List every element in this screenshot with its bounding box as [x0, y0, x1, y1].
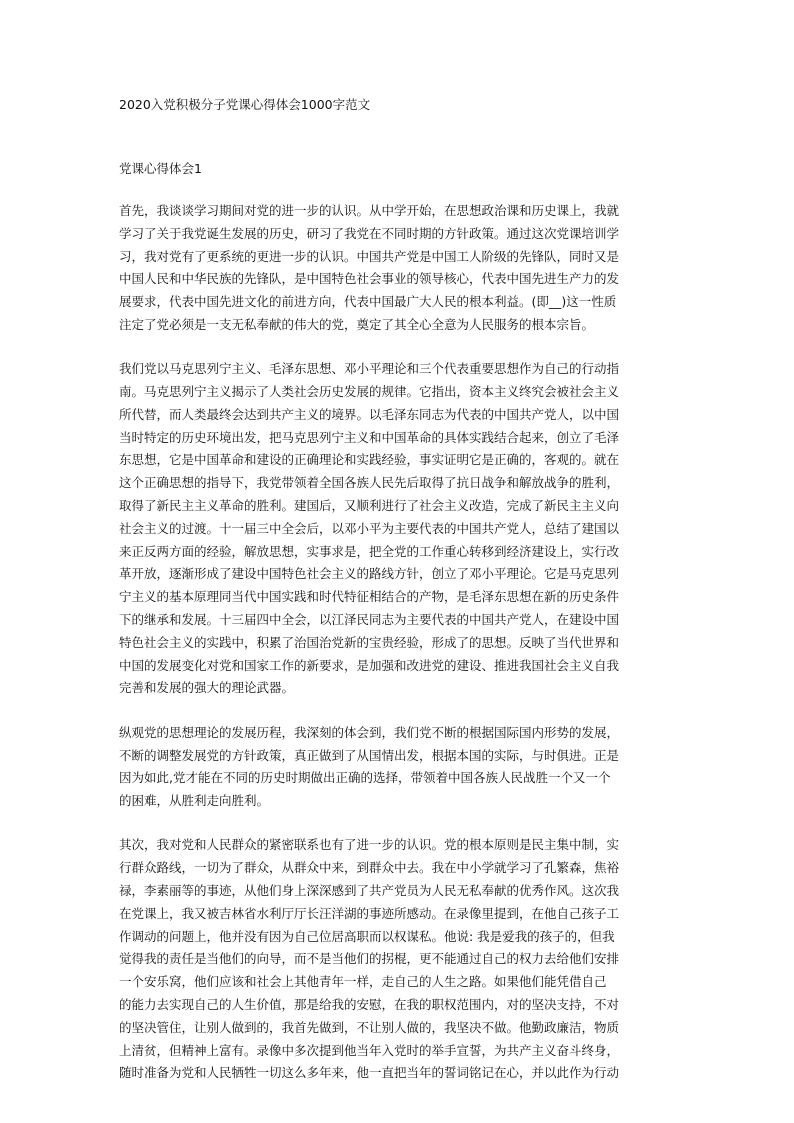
paragraph-line: 中国人民和中华民族的先锋队，是中国特色社会事业的领导核心，代表中国先进生产力的发	[119, 271, 620, 287]
paragraph-line: 纵观党的思想理论的发展历程，我深刻的体会到，我们党不断的根据国际国内形势的发展，	[119, 724, 620, 740]
paragraph-line: 中国的发展变化对党和国家工作的新要求，是加强和改进党的建设、推进我国社会主义自我	[119, 657, 620, 673]
body-paragraph	[119, 722, 675, 813]
paragraph-line: 革开放，逐渐形成了建设中国特色社会主义的路线方针，创立了邓小平理论。它是马克思列	[119, 566, 620, 582]
paragraph-line: 作调动的问题上，他并没有因为自己位居高职而以权谋私。他说: 我是爱我的孩子的，但我	[119, 928, 615, 944]
paragraph-line: 社会主义的过渡。十一届三中全会后，以邓小平为主要代表的中国共产党人，总结了建国以	[119, 520, 620, 536]
paragraph-line: 的能力去实现自己的人生价值，那是给我的安慰，在我的职权范围内，对的坚决支持，不对	[119, 997, 620, 1012]
paragraph-line: 随时准备为党和人民牺牲一切这么多年来，他一直把当年的誓词铭记在心，并以此作为行动	[119, 1065, 620, 1081]
paragraph-line: 完善和发展的强大的理论武器。	[119, 680, 295, 696]
section-heading: 党课心得体会1	[119, 161, 202, 176]
paragraph-line: 南。马克思列宁主义揭示了人类社会历史发展的规律。它指出，资本主义终究会被社会主义	[119, 384, 620, 400]
paragraph-line: 来正反两方面的经验，解放思想，实事求是，把全党的工作重心转移到经济建设上，实行改	[119, 543, 620, 559]
document-title: 2020入党积极分子党课心得体会1000字范文	[119, 97, 371, 112]
paragraph-line: 宁主义的基本原理同当代中国实践和时代特征相结合的产物，是毛泽东思想在新的历史条件	[119, 589, 620, 605]
paragraph-line: 所代替，而人类最终会达到共产主义的境界。以毛泽东同志为代表的中国共产党人，以中国	[119, 406, 620, 422]
paragraph-line: 首先，我谈谈学习期间对党的进一步的认识。从中学开始，在思想政治课和历史课上，我就	[119, 203, 620, 218]
paragraph-line: 上清贫，但精神上富有。录像中多次提到他当年入党时的举手宣誓，为共产主义奋斗终身，	[119, 1042, 620, 1058]
paragraph-line: 禄，李素丽等的事迹，从他们身上深深感到了共产党员为人民无私奉献的优秀作风。这次我	[119, 883, 620, 899]
paragraph-line: 取得了新民主主义革命的胜利。建国后，又顺利进行了社会主义改造，完成了新民主主义向	[119, 498, 620, 514]
paragraph-line: 一个安乐窝，他们应该和社会上其他青年一样，走自己的人生之路。如果他们能凭借自己	[119, 974, 607, 990]
paragraph-line: 行群众路线，一切为了群众，从群众中来，到群众中去。我在中小学就学习了孔繁森，焦裕	[119, 860, 620, 876]
body-paragraph	[119, 200, 675, 337]
body-paragraph	[119, 834, 675, 1085]
paragraph-line: 的困难，从胜利走向胜利。	[119, 793, 270, 809]
paragraph-line: 我们党以马克思列宁主义、毛泽东思想、邓小平理论和三个代表重要思想作为自己的行动指	[119, 361, 620, 377]
paragraph-line: 特色社会主义的实践中，积累了治国治党新的宝贵经验，形成了的思想。反映了当代世界和	[119, 634, 620, 650]
document-body	[119, 200, 675, 1107]
paragraph-line: 展要求，代表中国先进文化的前进方向，代表中国最广大人民的根本利益。(即__)这一性质	[119, 294, 617, 310]
paragraph-line: 这个正确思想的指导下，我党带领着全国各族人民先后取得了抗日战争和解放战争的胜利，	[119, 475, 620, 491]
body-paragraph	[119, 358, 675, 700]
paragraph-line: 其次，我对党和人民群众的紧密联系也有了进一步的认识。党的根本原则是民主集中制，实	[119, 837, 620, 853]
paragraph-line: 注定了党必须是一支无私奉献的伟大的党，奠定了其全心全意为人民服务的根本宗旨。	[119, 316, 595, 332]
paragraph-line: 当时特定的历史环境出发，把马克思列宁主义和中国革命的具体实践结合起来，创立了毛泽	[119, 429, 620, 445]
paragraph-line: 在党课上，我又被吉林省水利厅厅长汪洋湖的事迹所感动。在录像里提到，在他自己孩子工	[119, 905, 620, 921]
paragraph-line: 因为如此,党才能在不同的历史时期做出正确的选择，带领着中国各族人民战胜一个又一个	[119, 770, 611, 786]
paragraph-line: 东思想，它是中国革命和建设的正确理论和实践经验，事实证明它是正确的，客观的。就在	[119, 452, 620, 468]
paragraph-line: 不断的调整发展党的方针政策，真正做到了从国情出发，根据本国的实际，与时俱进。正是	[119, 747, 620, 763]
paragraph-line: 习，我对党有了更系统的更进一步的认识。中国共产党是中国工人阶级的先锋队，同时又是	[119, 248, 620, 264]
paragraph-line: 觉得我的责任是当他们的向导，而不是当他们的拐棍，更不能通过自己的权力去给他们安排	[119, 951, 620, 967]
paragraph-line: 下的继承和发展。十三届四中全会，以江泽民同志为主要代表的中国共产党人，在建设中国	[119, 612, 620, 628]
paragraph-line: 的坚决管住，让别人做到的，我首先做到，不让别人做的，我坚决不做。他勤政廉洁，物质	[119, 1019, 620, 1035]
paragraph-line: 学习了关于我党诞生发展的历史，研习了我党在不同时期的方针政策。通过这次党课培训学	[119, 225, 620, 241]
